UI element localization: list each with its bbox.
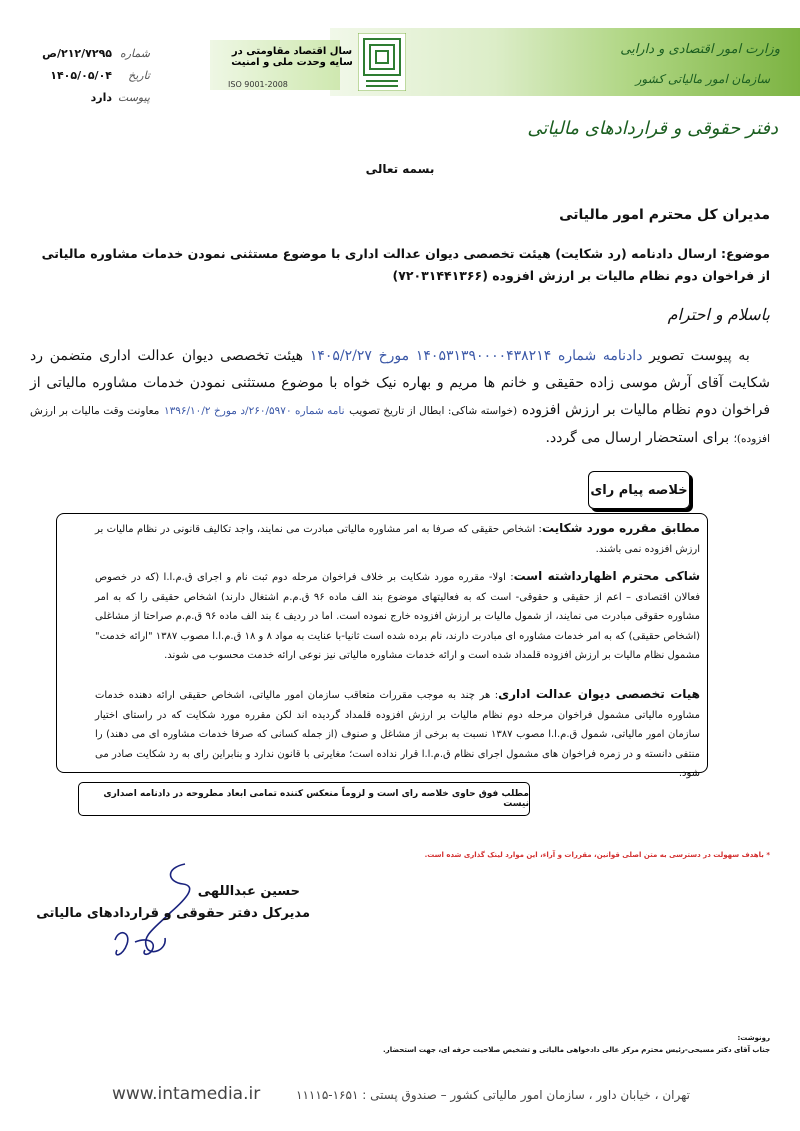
body-closing: برای استحضار ارسال می گردد.	[545, 430, 730, 446]
iso-label: ISO 9001-2008	[228, 80, 288, 89]
link-note: * باهدف سهولت در دسترسی به متن اصلی قوانین، مقررات و آراء، این موارد لینک گذاری شده است.	[424, 851, 770, 859]
summary-paragraph-2	[95, 567, 700, 666]
signatory-name: حسین عبداللهی	[197, 884, 300, 899]
greeting: باسلام و احترام	[667, 305, 770, 324]
ministry-name: وزارت امور اقتصادی و دارایی	[620, 42, 780, 57]
summary-paragraph-1	[95, 519, 700, 559]
recipient: مدیران کل محترم امور مالیاتی	[559, 207, 770, 223]
summary-head-2: شاکی محترم اظهارداشته است	[513, 569, 700, 583]
meta-date-row	[30, 64, 150, 86]
subject: موضوع: ارسال دادنامه (رد شکایت) هیئت تخصصی دیوان عدالت اداری با موضوع مستثنی نمودن خدمات مشاوره مالیاتی از فراخوان دوم نظام مالیات بر ارزش افزوده (۷۲۰۳۱۴۴۱۳۶۶)	[41, 246, 770, 283]
cc-label: رونوشت:	[737, 1034, 770, 1042]
footer-website[interactable]: www.intamedia.ir	[112, 1084, 261, 1104]
letter-link[interactable]: نامه شماره ۲۶۰/۵۹۷۰/د مورخ ۱۳۹۶/۱۰/۲	[163, 405, 345, 417]
summary-paragraph-3	[95, 685, 700, 784]
body-claim: (خواسته شاکی: ابطال از تاریخ تصویب	[349, 405, 518, 417]
summary-title-box	[588, 471, 690, 509]
summary-text-3: : هر چند به موجب مقررات متعاقب سازمان امور مالیاتی، اشخاص حقیقی ارائه دهنده خدمات مشاوره مالیاتی مشمول فراخوان مرحله دوم نظام مالیات بر ارزش افزوده قلمداد گردیده اند لکن مقرره مورد شکایت که در راستای اختیار سازمان امور مالیاتی، شمول ق.م.ا.ا مصوب ۱۳۸۷ نسبت به برخی از مشاغل و صنوف (از جمله کسانی که صرفا خدمات مشاوره ای می دهند) را منتفی دانسته و در زمره فراخوان های مشمول اجرای نظام ق.م.ا.ا قرار نداده است؛ مغایرتی با قانون ندارد و بنابراین رای به رد شکایت صادر می شود.	[95, 690, 701, 779]
department-name: دفتر حقوقی و قراردادهای مالیاتی	[527, 118, 778, 139]
summary-text-1: : اشخاص حقیقی که صرفا به امر مشاوره مالیاتی مبادرت می نمایند، واجد تکالیف قانونی در نظام مالیات بر ارزش افزوده نمی باشند.	[95, 524, 700, 555]
verdict-link[interactable]: دادنامه شماره ۱۴۰۵۳۱۳۹۰۰۰۰۴۳۸۲۱۴ مورخ ۱۴۰۵/۲/۲۷	[309, 348, 643, 364]
signatory-title: مدیرکل دفتر حقوقی و قراردادهای مالیاتی	[36, 906, 310, 921]
number-label: شماره	[119, 46, 150, 60]
organization-name: سازمان امور مالیاتی کشور	[635, 72, 770, 86]
meta-number-row	[30, 42, 150, 64]
cc-text: جناب آقای دکتر مسیحی-رئیس محترم مرکز عالی دادخواهی مالیاتی و تشخیص صلاحیت حرفه ای، جهت استحضار.	[383, 1046, 770, 1054]
summary-text-2: : اولا- مقرره مورد شکایت بر خلاف فراخوان مرحله دوم ثبت نام و اجرای ق.م.ا.ا (که در خصوص فعالان اقتصادی – اعم از حقیقی و حقوقی- است که به فعالیتهای موضوع بند الف ماده ۹۶ ق.م.م اشتغال دارند) اشخاص حقیقی را که به امر مشاوره حقوقی مبادرت می نمایند، از شمول مالیات بر ارزش افزوده خارج نموده است. اما در ردیف ٤ بند الف ماده ۹۶ ق.م.م صراحتا از مشاغلی (اشخاص حقیقی) که به امر خدمات مشاوره ای مبادرت دارند، نام برده شده است ثانیا-با عنایت به مواد ۸ و ۱۸ ق.م.ا.ا مصوب ۱۳۸۷ "ارائه خدمت" مشمول نظام مالیات بر ارزش افزوده قلمداد شده است و ارائه خدمات مشاوره مالیاتی نیز نوعی ارائه خدمت محسوب می شوند.	[95, 572, 701, 661]
footer-address: تهران ، خیابان داور ، سازمان امور مالیاتی کشور – صندوق پستی : ۱۶۵۱-۱۱۱۱۵	[296, 1088, 690, 1102]
body-intro: به پیوست تصویر	[649, 348, 750, 364]
disclaimer: مطلب فوق حاوی خلاصه رای است و لزوماً منعکس کننده تمامی ابعاد مطروحه در دادنامه اصداری نیست	[103, 789, 529, 809]
date-value: ۱۴۰۵/۰۵/۰۴	[50, 68, 112, 82]
summary-title: خلاصه پیام رای	[590, 482, 688, 498]
summary-head-1: مطابق مقرره مورد شکایت	[541, 521, 700, 535]
body-main: هیئت تخصصی دیوان عدالت اداری متضمن رد شکایت آقای آرش موسی زاده حقیقی و خانم ها مریم و بهاره نیک خواه با موضوع مستثنی نمودن خدمات مشاوره مالیاتی از فراخوان دوم نظام مالیات بر ارزش افزوده	[30, 348, 771, 418]
organization-logo-icon	[358, 33, 406, 91]
date-label: تاریخ	[128, 68, 150, 82]
meta-attachment-row	[30, 86, 150, 108]
letter-body	[30, 343, 770, 453]
summary-head-3: هیات تخصصی دیوان عدالت اداری	[498, 687, 700, 701]
number-value: ۲۱۲/۷۲۹۵/ص	[42, 46, 112, 60]
letter-meta	[30, 42, 150, 108]
bismillah: بسمه تعالی	[365, 162, 435, 176]
year-slogan: سال اقتصاد مقاومتی در سایه وحدت ملی و امنیت	[231, 46, 353, 68]
disclaimer-box	[78, 782, 530, 816]
attachment-value: دارد	[90, 90, 112, 104]
attachment-label: پیوست	[117, 90, 150, 104]
body-claim-end: معاونت وقت مالیات بر ارزش افزوده)؛	[30, 405, 770, 445]
